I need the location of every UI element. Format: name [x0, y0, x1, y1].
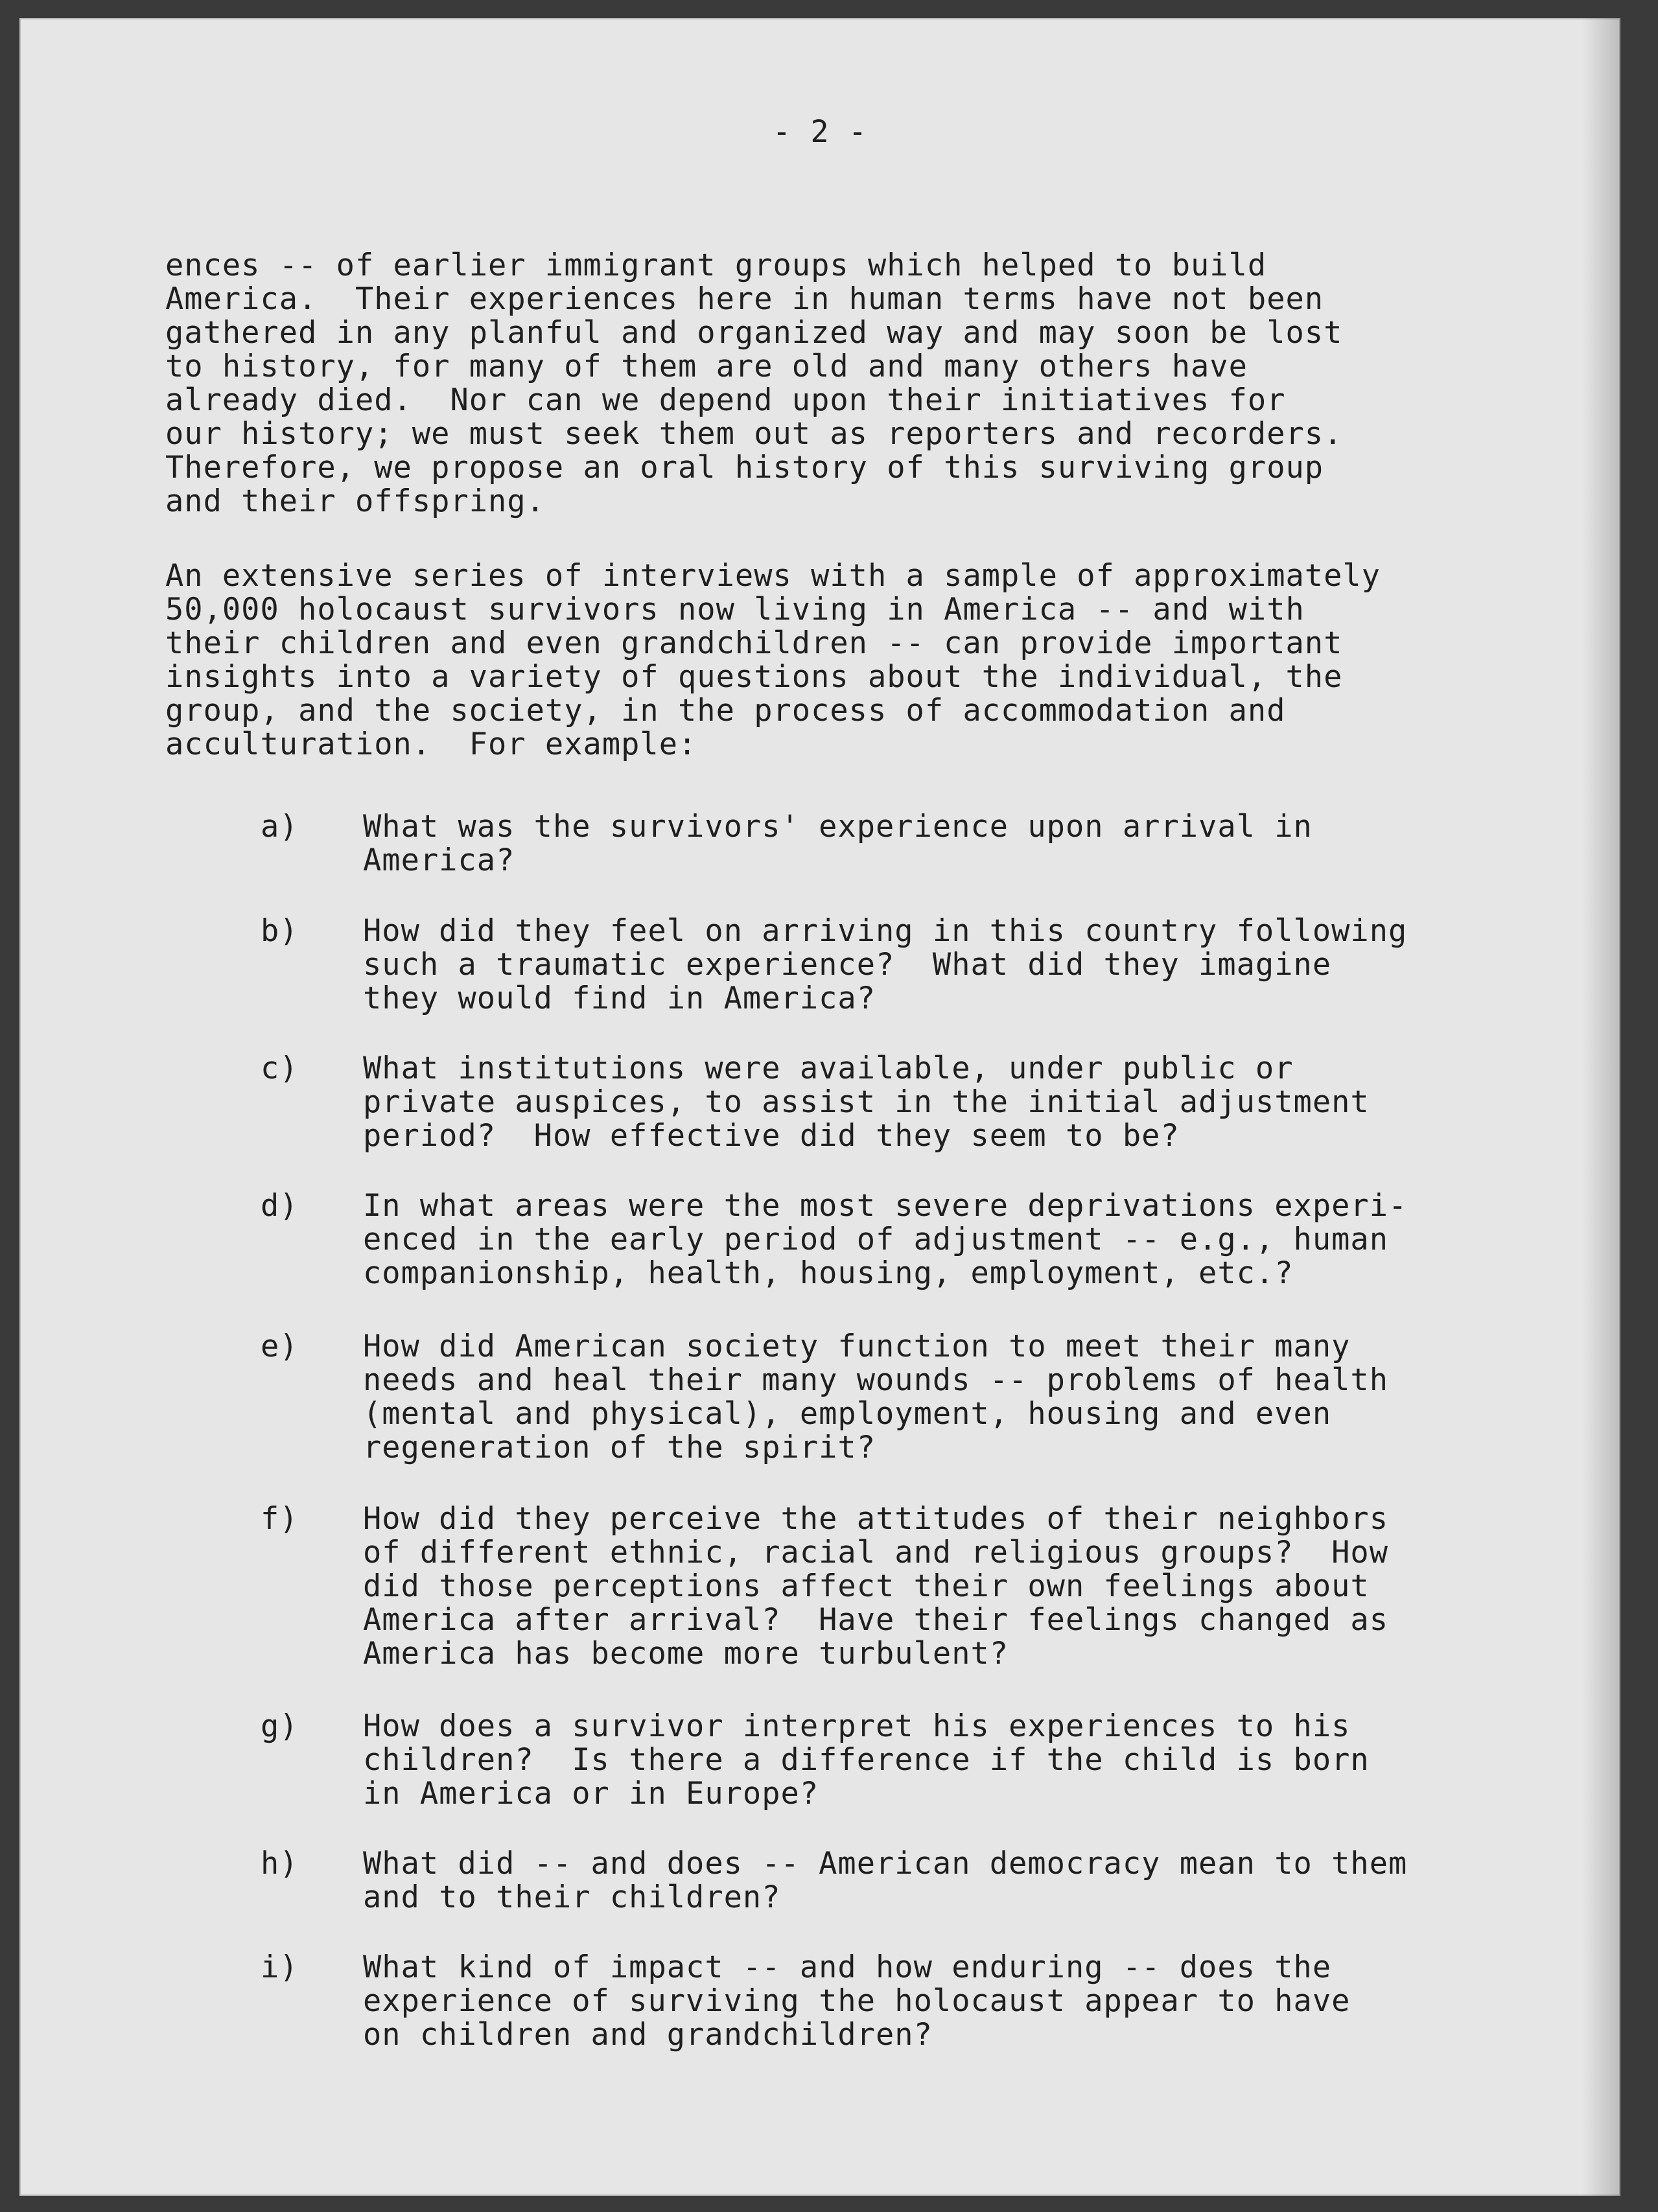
- page-number: - 2 -: [772, 114, 868, 150]
- question-line: How did they feel on arriving in this country following: [363, 913, 1408, 949]
- question-label: h): [261, 1846, 299, 1881]
- paragraph-line: ences -- of earlier immigrant groups which helped to build: [165, 248, 1267, 283]
- question-label: e): [261, 1329, 299, 1364]
- question-line: What was the survivors' experience upon arrival in: [363, 809, 1313, 844]
- question-text: [363, 1951, 1517, 2052]
- question-line: and to their children?: [363, 1880, 781, 1915]
- paragraph-line: our history; we must seek them out as reporters and recorders.: [165, 416, 1343, 452]
- question-line: such a traumatic experience? What did they imagine: [363, 947, 1332, 983]
- question-label: a): [261, 809, 299, 844]
- question-text: [363, 1052, 1517, 1153]
- paragraph-line: group, and the society, in the process of accommodation and: [165, 693, 1286, 728]
- question-label: c): [261, 1051, 299, 1086]
- question-line: of different ethnic, racial and religious groups? How: [363, 1535, 1389, 1570]
- question-line: they would find in America?: [363, 981, 876, 1016]
- question-text: [363, 1847, 1517, 1915]
- question-line: In what areas were the most severe deprivations experi-: [363, 1188, 1408, 1224]
- paragraph-line: 50,000 holocaust survivors now living in America -- and with: [165, 592, 1305, 627]
- question-line: needs and heal their many wounds -- problems of health: [363, 1362, 1389, 1398]
- question-line: children? Is there a difference if the child is born: [363, 1742, 1370, 1778]
- question-line: regeneration of the spirit?: [363, 1430, 876, 1465]
- question-text: [363, 810, 1517, 878]
- paragraph-line: Therefore, we propose an oral history of this surviving group: [165, 450, 1324, 485]
- question-line: How does a survivor interpret his experiences to his: [363, 1708, 1351, 1744]
- paragraph: [165, 559, 1507, 762]
- question-line: (mental and physical), employment, housing and even: [363, 1396, 1332, 1432]
- question-text: [363, 1189, 1517, 1290]
- question-text: [363, 1710, 1517, 1811]
- question-line: on children and grandchildren?: [363, 2017, 933, 2053]
- question-text: [363, 914, 1517, 1016]
- question-line: How did they perceive the attitudes of their neighbors: [363, 1501, 1389, 1537]
- question-line: America after arrival? Have their feelings changed as: [363, 1602, 1389, 1638]
- question-line: What did -- and does -- American democracy mean to them: [363, 1846, 1408, 1881]
- question-line: companionship, health, housing, employment, etc.?: [363, 1255, 1294, 1291]
- paragraph-line: America. Their experiences here in human terms have not been: [165, 281, 1324, 317]
- question-line: America has become more turbulent?: [363, 1636, 1009, 1671]
- question-line: What institutions were available, under public or: [363, 1051, 1294, 1086]
- question-line: did those perceptions affect their own feelings about: [363, 1568, 1370, 1604]
- question-line: private auspices, to assist in the initial adjustment: [363, 1084, 1370, 1120]
- question-line: experience of surviving the holocaust appear to have: [363, 1983, 1351, 2019]
- question-text: [363, 1330, 1517, 1465]
- question-label: d): [261, 1188, 299, 1224]
- question-line: period? How effective did they seem to be?: [363, 1118, 1180, 1154]
- question-label: g): [261, 1708, 299, 1744]
- paragraph-line: acculturation. For example:: [165, 727, 697, 762]
- paragraph-line: An extensive series of interviews with a sample of approximately: [165, 558, 1381, 594]
- question-line: America?: [363, 843, 515, 878]
- paragraph-line: their children and even grandchildren -- can provide important: [165, 625, 1343, 661]
- paragraph-line: insights into a variety of questions about the individual, the: [165, 659, 1343, 695]
- question-line: enced in the early period of adjustment -- e.g., human: [363, 1222, 1389, 1257]
- paragraph-line: gathered in any planful and organized way and may soon be lost: [165, 315, 1343, 351]
- paragraph-line: already died. Nor can we depend upon their initiatives for: [165, 382, 1286, 418]
- question-line: in America or in Europe?: [363, 1776, 819, 1811]
- question-label: f): [261, 1501, 299, 1537]
- paragraph: [165, 249, 1507, 518]
- question-label: i): [261, 1950, 299, 1985]
- question-label: b): [261, 913, 299, 949]
- paragraph-line: to history, for many of them are old and many others have: [165, 349, 1248, 384]
- document-page: [19, 18, 1620, 2196]
- question-line: How did American society function to meet their many: [363, 1329, 1351, 1364]
- paragraph-line: and their offspring.: [165, 483, 545, 519]
- question-text: [363, 1502, 1517, 1671]
- question-line: What kind of impact -- and how enduring -- does the: [363, 1950, 1332, 1985]
